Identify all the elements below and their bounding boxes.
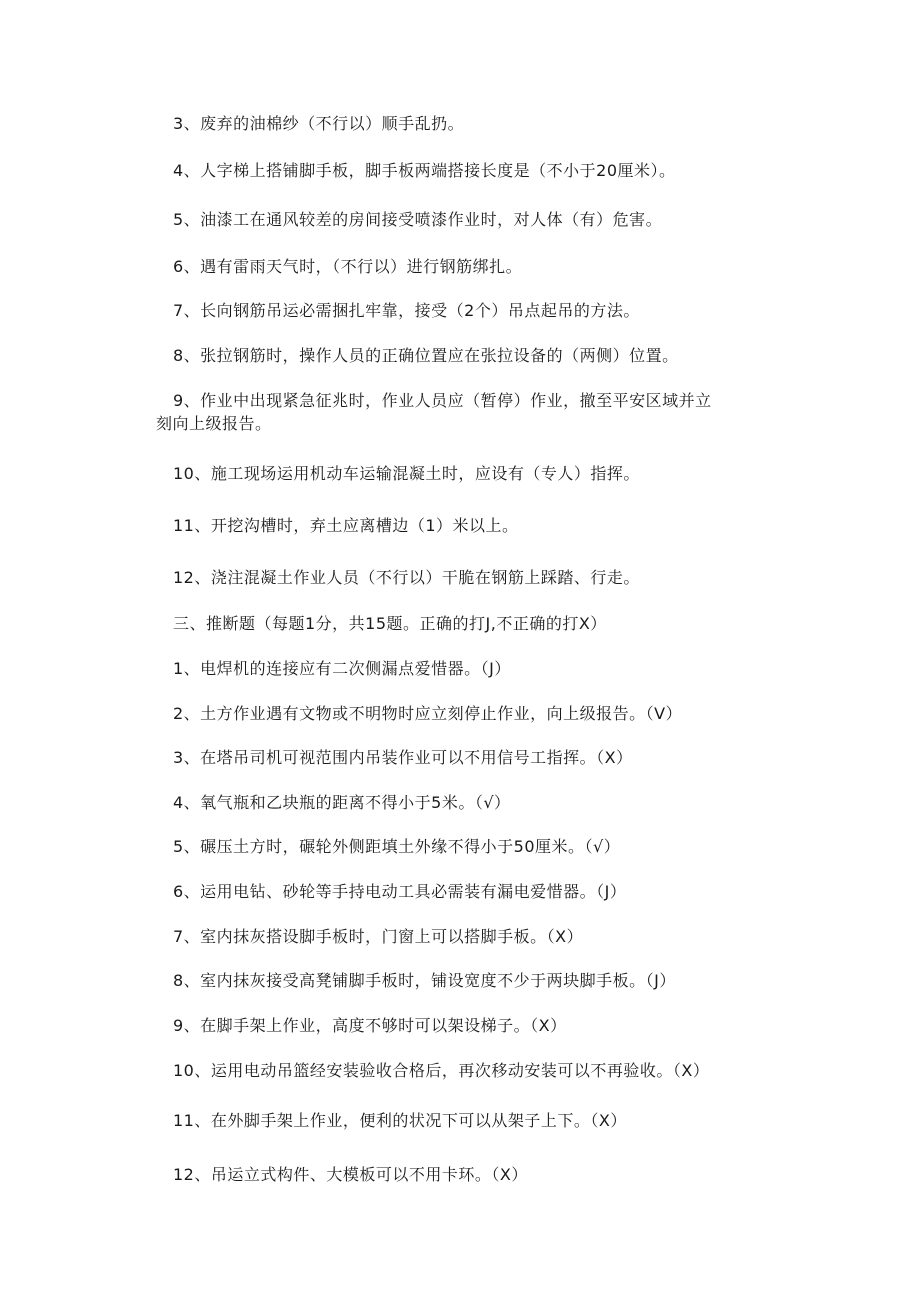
fill-in-item-11: 11、开挖沟槽时，弃土应离槽边（1）米以上。 [173,516,519,535]
fill-in-item-7: 7、长向钢筋吊运必需捆扎牢靠，接受（2个）吊点起吊的方法。 [173,301,640,320]
fill-in-item-8: 8、张拉钢筋时，操作人员的正确位置应在张拉设备的（两侧）位置。 [173,346,679,365]
judgement-item-7: 7、室内抹灰搭设脚手板时，门窗上可以搭脚手板。（X） [173,927,584,946]
judgement-item-12: 12、吊运立式构件、大模板可以不用卡环。（X） [173,1165,528,1184]
judgement-item-3: 3、在塔吊司机可视范围内吊装作业可以不用信号工指挥。（X） [173,748,633,767]
section-heading: 三、推断题（每题1分，共15题。正确的打J,不正确的打X） [173,614,607,633]
judgement-item-4: 4、氧气瓶和乙块瓶的距离不得小于5米。（√） [173,793,511,812]
judgement-item-5: 5、碾压土方时，碾轮外侧距填土外缘不得小于50厘米。（√） [173,837,621,856]
fill-in-item-6: 6、遇有雷雨天气时，（不行以）进行钢筋绑扎。 [173,257,523,276]
fill-in-item-12: 12、浇注混凝土作业人员（不行以）干脆在钢筋上踩踏、行走。 [173,568,640,587]
judgement-item-10: 10、运用电动吊篮经安装验收合格后，再次移动安装可以不再验收。（X） [173,1061,710,1080]
fill-in-item-5: 5、油漆工在通风较差的房间接受喷漆作业时，对人体（有）危害。 [173,210,663,229]
judgement-item-9: 9、在脚手架上作业，高度不够时可以架设梯子。（X） [173,1016,567,1035]
fill-in-item-3: 3、废弃的油棉纱（不行以）顺手乱扔。 [173,114,465,133]
fill-in-item-4: 4、人字梯上搭铺脚手板，脚手板两端搭接长度是（不小于20厘米）。 [173,161,676,180]
fill-in-item-10: 10、施工现场运用机动车运输混凝土时，应设有（专人）指挥。 [173,464,640,483]
judgement-item-8: 8、室内抹灰接受高凳铺脚手板时，铺设宽度不少于两块脚手板。（J） [173,971,676,990]
fill-in-item-9-line2: 刻向上级报告。 [156,414,272,433]
judgement-item-6: 6、运用电钻、砂轮等手持电动工具必需装有漏电爱惜器。（J） [173,882,627,901]
judgement-item-2: 2、土方作业遇有文物或不明物时应立刻停止作业，向上级报告。（V） [173,704,683,723]
judgement-item-11: 11、在外脚手架上作业，便利的状况下可以从架子上下。（X） [173,1111,627,1130]
judgement-item-1: 1、电焊机的连接应有二次侧漏点爱惜器。（J） [173,659,511,678]
fill-in-item-9-line1: 9、作业中出现紧急征兆时，作业人员应（暂停）作业，撤至平安区域并立 [173,391,712,410]
